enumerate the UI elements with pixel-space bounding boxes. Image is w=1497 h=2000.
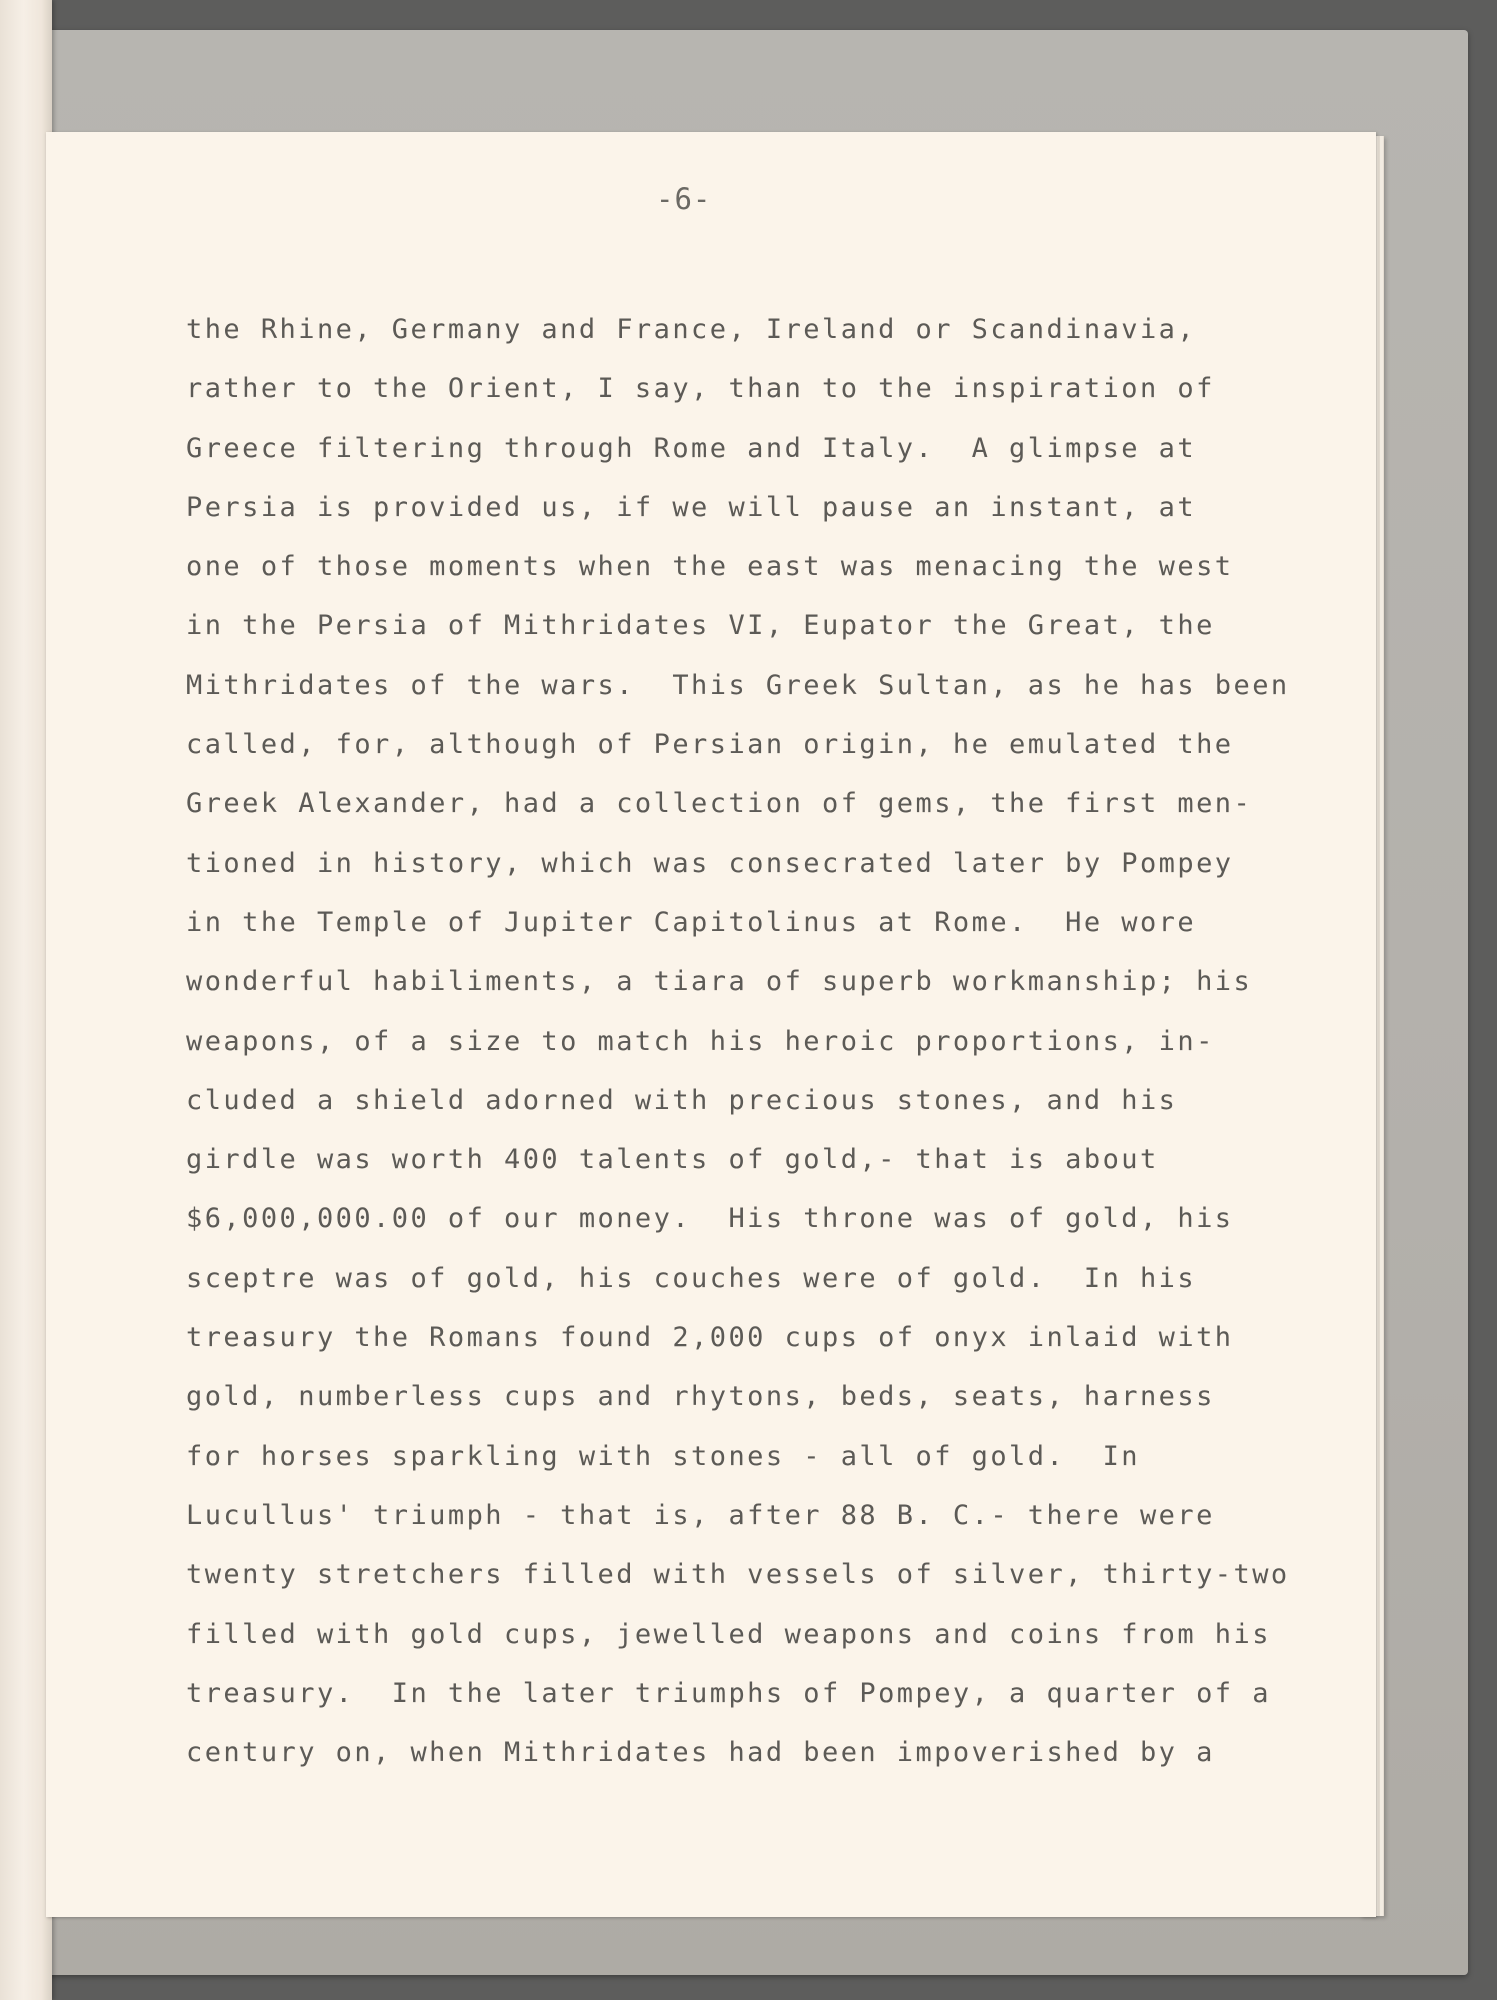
- text-line: in the Persia of Mithridates VI, Eupator the Great, the: [186, 610, 1215, 642]
- text-line: wonderful habiliments, a tiara of superb workmanship; his: [186, 966, 1253, 998]
- text-line: for horses sparkling with stones - all of gold. In: [186, 1440, 1140, 1472]
- text-line: treasury. In the later triumphs of Pompey, a quarter of a: [186, 1677, 1271, 1709]
- text-line: Greece filtering through Rome and Italy. A glimpse at: [186, 432, 1197, 464]
- text-line: gold, numberless cups and rhytons, beds, seats, harness: [186, 1381, 1215, 1413]
- text-line: Greek Alexander, had a collection of gems, the first men-: [186, 788, 1253, 820]
- text-line: treasury the Romans found 2,000 cups of onyx inlaid with: [186, 1322, 1234, 1354]
- text-line: century on, when Mithridates had been impoverished by a: [186, 1737, 1215, 1769]
- text-line: twenty stretchers filled with vessels of silver, thirty-two: [186, 1559, 1290, 1591]
- body-text: [186, 300, 1336, 1782]
- text-line: the Rhine, Germany and France, Ireland or Scandinavia,: [186, 314, 1197, 345]
- text-line: filled with gold cups, jewelled weapons and coins from his: [186, 1618, 1271, 1650]
- text-line: rather to the Orient, I say, than to the inspiration of: [186, 373, 1215, 405]
- text-line: called, for, although of Persian origin, he emulated the: [186, 729, 1234, 761]
- facing-page-edge: [0, 0, 52, 2000]
- text-line: Persia is provided us, if we will pause an instant, at: [186, 491, 1197, 523]
- text-line: Mithridates of the wars. This Greek Sultan, as he has been: [186, 669, 1290, 701]
- text-line: tioned in history, which was consecrated later by Pompey: [186, 847, 1234, 879]
- page-number: -6-: [656, 182, 712, 216]
- text-line: one of those moments when the east was menacing the west: [186, 551, 1234, 583]
- text-line: cluded a shield adorned with precious stones, and his: [186, 1084, 1178, 1116]
- text-line: sceptre was of gold, his couches were of gold. In his: [186, 1262, 1197, 1294]
- text-line: girdle was worth 400 talents of gold,- that is about: [186, 1144, 1159, 1176]
- text-line: Lucullus' triumph - that is, after 88 B. C.- there were: [186, 1499, 1215, 1531]
- typed-page: [46, 132, 1376, 1917]
- text-line: in the Temple of Jupiter Capitolinus at Rome. He wore: [186, 906, 1197, 938]
- text-line: weapons, of a size to match his heroic proportions, in-: [186, 1025, 1215, 1057]
- text-line: $6,000,000.00 of our money. His throne was of gold, his: [186, 1203, 1234, 1235]
